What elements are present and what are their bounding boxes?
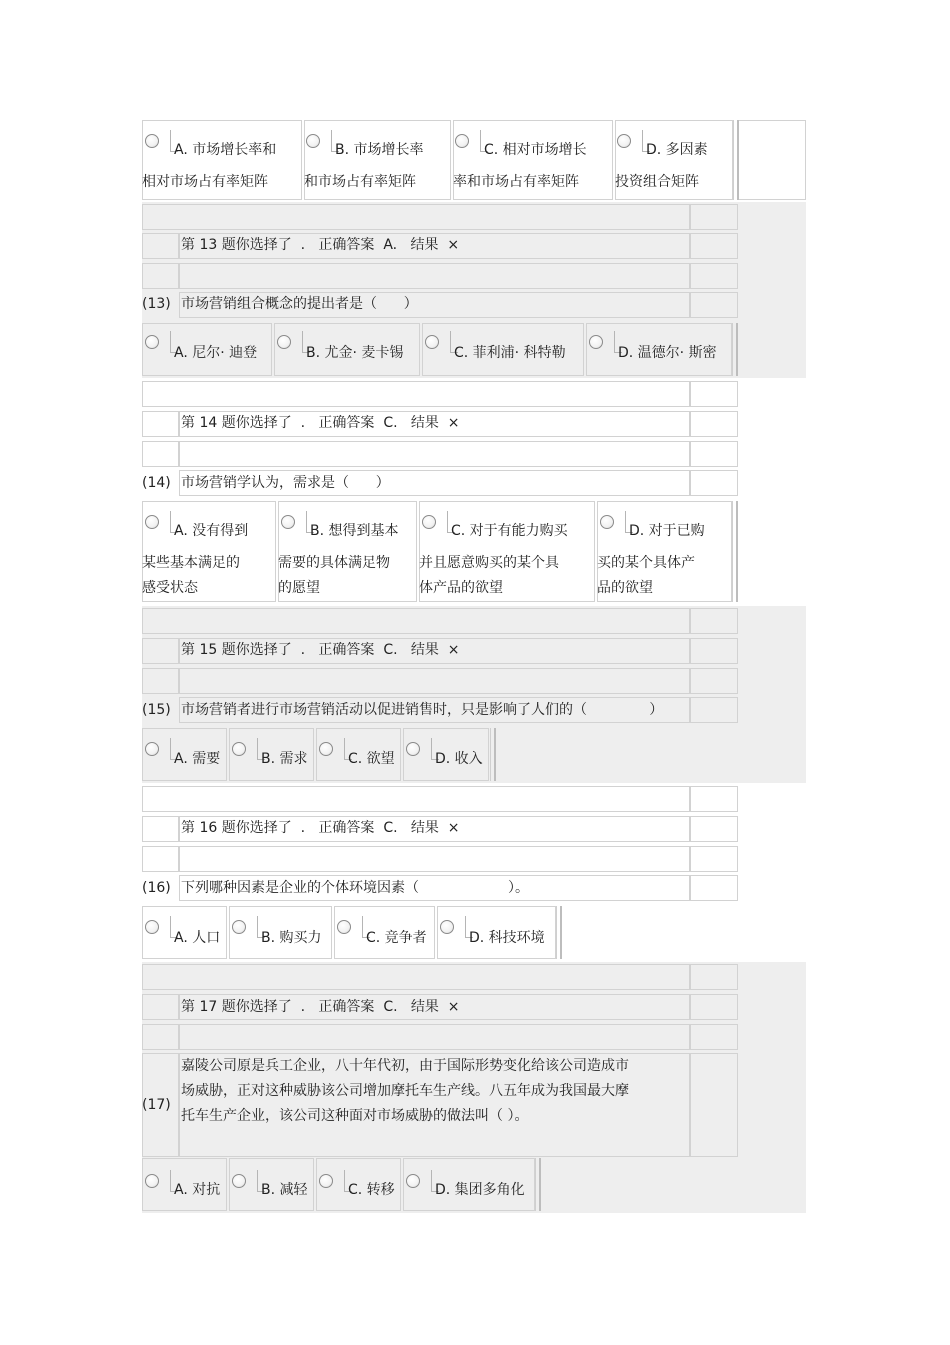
option-label: 和市场占有率矩阵: [304, 174, 416, 190]
radio-button[interactable]: [281, 515, 295, 529]
option-label: 买的某个具体产: [597, 555, 695, 571]
spacer-row-side: [690, 608, 738, 634]
option-label: D. 科技环境: [469, 930, 545, 946]
option-label: A. 需要: [174, 751, 221, 767]
option-label: D. 多因素: [646, 142, 708, 158]
radio-button[interactable]: [306, 134, 320, 148]
spacer-index-cell: [142, 846, 179, 872]
radio-button[interactable]: [319, 742, 333, 756]
option-label: C. 对于有能力购买: [451, 523, 568, 539]
question-side: [690, 1053, 738, 1157]
result-text: 第 13 题你选择了 . 正确答案 A. 结果 ×: [181, 237, 460, 253]
option-label: B. 需求: [261, 751, 308, 767]
question-number: (15): [142, 702, 171, 718]
question-side: [690, 697, 738, 723]
spacer-row: [142, 204, 690, 230]
radio-button[interactable]: [145, 742, 159, 756]
spacer-row: [142, 964, 690, 990]
question-text: 下列哪种因素是企业的个体环境因素（ ）。: [181, 880, 530, 896]
option-label: C. 相对市场增长: [484, 142, 587, 158]
radio-button[interactable]: [589, 335, 603, 349]
q12-options-row: [142, 120, 806, 202]
spacer-row-side: [690, 381, 738, 407]
question-text: 市场营销组合概念的提出者是（ ）: [181, 296, 418, 312]
row-end-filler: [739, 120, 806, 200]
option-label: C. 竞争者: [366, 930, 427, 946]
result-index-cell: [142, 233, 179, 259]
radio-button[interactable]: [600, 515, 614, 529]
spacer-row: [179, 263, 690, 289]
row-end-separator: [535, 1158, 541, 1211]
spacer-row-side: [690, 441, 738, 467]
question-text: 市场营销者进行市场营销活动以促进销售时，只是影响了人们的（ ）: [181, 702, 664, 718]
option-label: 感受状态: [142, 580, 198, 596]
question-text: 市场营销学认为，需求是（ ）: [181, 475, 390, 491]
result-side: [690, 816, 738, 842]
option-label: B. 尤金· 麦卡锡: [306, 345, 404, 361]
spacer-row-side: [690, 1024, 738, 1050]
question-side: [690, 875, 738, 901]
q14-options-row: [142, 501, 742, 603]
radio-button[interactable]: [145, 1174, 159, 1188]
radio-button[interactable]: [440, 920, 454, 934]
radio-button[interactable]: [617, 134, 631, 148]
result-side: [690, 233, 738, 259]
question-side: [690, 470, 738, 496]
result-text: 第 16 题你选择了 . 正确答案 C. 结果 ×: [181, 820, 460, 836]
row-end-separator: [490, 728, 496, 781]
result-text: 第 15 题你选择了 . 正确答案 C. 结果 ×: [181, 642, 460, 658]
option-label: 品的欲望: [597, 580, 653, 596]
option-label: B. 减轻: [261, 1182, 308, 1198]
radio-button[interactable]: [145, 134, 159, 148]
radio-button[interactable]: [406, 742, 420, 756]
spacer-row: [179, 846, 690, 872]
spacer-row-side: [690, 786, 738, 812]
spacer-row: [142, 786, 690, 812]
spacer-row-side: [690, 964, 738, 990]
q13-options-row: [142, 323, 742, 377]
radio-button[interactable]: [232, 742, 246, 756]
option-label: C. 菲利浦· 科特勒: [454, 345, 566, 361]
radio-button[interactable]: [145, 335, 159, 349]
radio-button[interactable]: [145, 920, 159, 934]
q15-options-row: [142, 728, 502, 782]
question-number: (13): [142, 296, 171, 312]
option-label: 投资组合矩阵: [615, 174, 699, 190]
question-number: (16): [142, 880, 171, 896]
option-label: A. 市场增长率和: [174, 142, 277, 158]
result-index-cell: [142, 638, 179, 664]
option-label: B. 购买力: [261, 930, 322, 946]
result-index-cell: [142, 994, 179, 1020]
option-label: 体产品的欲望: [419, 580, 503, 596]
option-label: 某些基本满足的: [142, 555, 240, 571]
option-label: C. 欲望: [348, 751, 395, 767]
option-label: 并且愿意购买的某个具: [419, 555, 559, 571]
radio-button[interactable]: [455, 134, 469, 148]
option-label: A. 尼尔· 迪登: [174, 345, 258, 361]
result-index-cell: [142, 411, 179, 437]
row-end-separator: [732, 501, 738, 602]
option-label: A. 没有得到: [174, 523, 249, 539]
row-end-separator: [732, 323, 738, 376]
spacer-row-side: [690, 846, 738, 872]
result-side: [690, 411, 738, 437]
spacer-row-side: [690, 263, 738, 289]
option-label: 相对市场占有率矩阵: [142, 174, 268, 190]
result-text: 第 17 题你选择了 . 正确答案 C. 结果 ×: [181, 999, 460, 1015]
option-label: D. 对于已购: [629, 523, 705, 539]
radio-button[interactable]: [422, 515, 436, 529]
option-label: D. 集团多角化: [435, 1182, 525, 1198]
radio-button[interactable]: [319, 1174, 333, 1188]
spacer-row: [179, 668, 690, 694]
radio-button[interactable]: [406, 1174, 420, 1188]
question-number: (14): [142, 475, 171, 491]
spacer-row: [179, 1024, 690, 1050]
result-side: [690, 638, 738, 664]
option-label: A. 对抗: [174, 1182, 221, 1198]
result-text: 第 14 题你选择了 . 正确答案 C. 结果 ×: [181, 415, 460, 431]
radio-button[interactable]: [425, 335, 439, 349]
q16-options-row: [142, 906, 572, 960]
spacer-row: [179, 441, 690, 467]
radio-button[interactable]: [232, 920, 246, 934]
option-label: B. 市场增长率: [335, 142, 424, 158]
option-label: A. 人口: [174, 930, 221, 946]
spacer-index-cell: [142, 441, 179, 467]
spacer-index-cell: [142, 263, 179, 289]
result-index-cell: [142, 816, 179, 842]
option-label: 需要的具体满足物: [278, 555, 390, 571]
spacer-index-cell: [142, 1024, 179, 1050]
option-label: C. 转移: [348, 1182, 395, 1198]
row-end-separator: [556, 906, 562, 959]
spacer-row-side: [690, 668, 738, 694]
spacer-row-side: [690, 204, 738, 230]
spacer-row: [142, 381, 690, 407]
option-label: D. 温德尔· 斯密: [618, 345, 717, 361]
option-label: 率和市场占有率矩阵: [453, 174, 579, 190]
question-side: [690, 292, 738, 318]
radio-button[interactable]: [145, 515, 159, 529]
question-text: 嘉陵公司原是兵工企业，八十年代初，由于国际形势变化给该公司造成市场威胁，正对这种威胁该公司增加摩托车生产线。八五年成为我国最大摩托车生产企业，该公司这种面对市场威胁的做法叫（ ）。: [181, 1058, 629, 1124]
option-label: D. 收入: [435, 751, 483, 767]
option-label: 的愿望: [278, 580, 320, 596]
q17-options-row: [142, 1158, 552, 1212]
spacer-index-cell: [142, 668, 179, 694]
option-label: B. 想得到基本: [310, 523, 399, 539]
radio-button[interactable]: [277, 335, 291, 349]
result-side: [690, 994, 738, 1020]
radio-button[interactable]: [337, 920, 351, 934]
radio-button[interactable]: [232, 1174, 246, 1188]
question-number: (17): [142, 1097, 171, 1113]
spacer-row: [142, 608, 690, 634]
